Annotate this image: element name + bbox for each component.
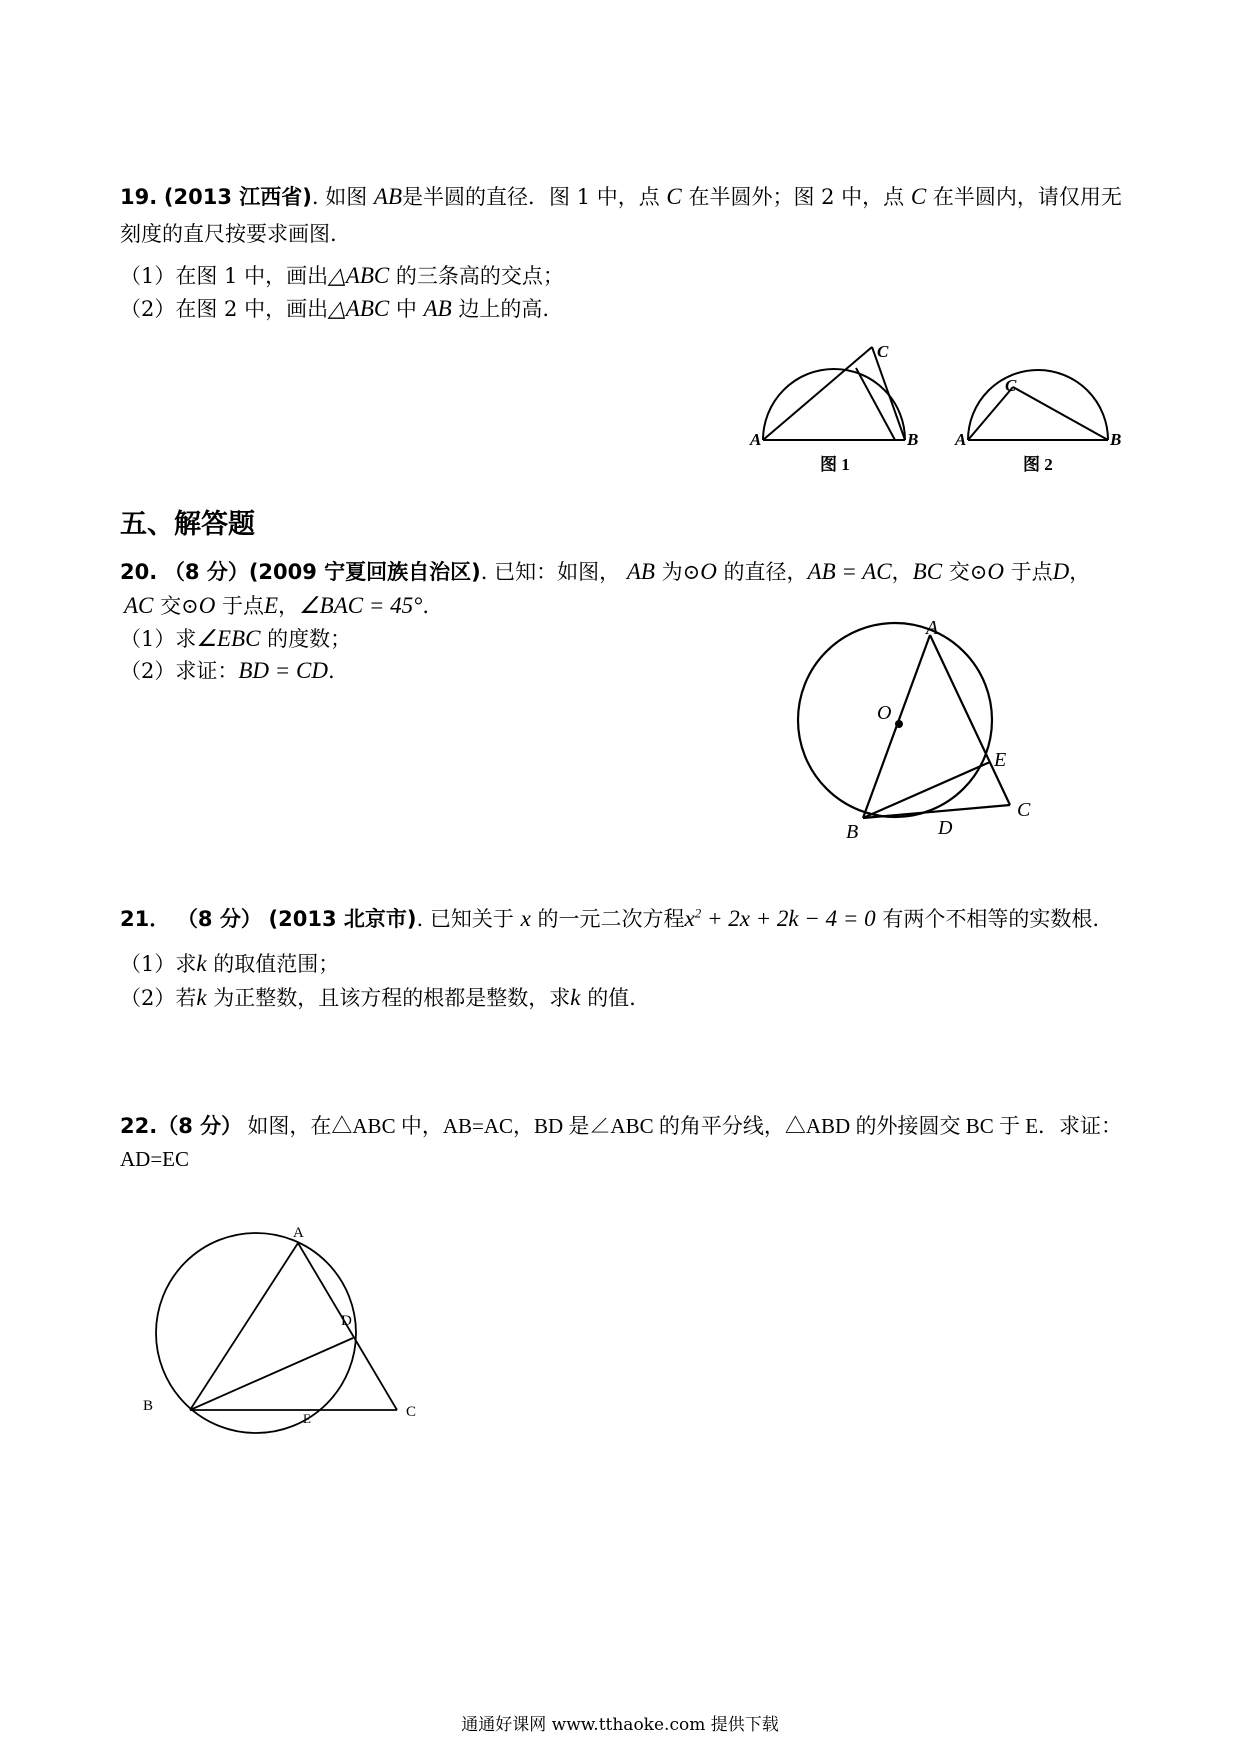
q21-item1: （1）求k 的取值范围； [120,951,340,976]
fig2-caption: 图 2 [1023,455,1053,474]
fig20-label-o: O [877,702,892,724]
fig22-label-e: E [303,1411,311,1426]
q20-line2: AC 交⊙O 于点E，∠BAC = 45°. [124,593,430,618]
fig1-label-b: B [907,430,919,449]
fig20-label-a: A [926,617,939,639]
q20-source: (2009 宁夏回族自治区) [248,560,481,584]
fig1-caption: 图 1 [820,455,850,474]
q19-item2: （2）在图 2 中，画出△ABC 中 AB 边上的高. [120,296,550,321]
fig2-label-b: B [1110,430,1122,449]
segment-ab [190,1243,298,1410]
fig22-label-c: C [406,1404,417,1420]
fig2-label-c: C [1005,376,1017,395]
q21-score: （8 分） [176,907,262,931]
section-title: 五、解答题 [120,509,255,540]
fig1-label-c: C [877,342,889,361]
segment-bd [190,1338,353,1410]
fig1-label-a: A [750,430,762,449]
fig22-label-a: A [293,1225,304,1241]
q21-number: 21． [120,907,171,931]
fig20-label-e: E [994,749,1007,771]
fig20-label-c: C [1017,799,1031,821]
q21-source: (2013 北京市) [268,907,417,931]
fig20-label-d: D [938,817,953,839]
q20-item2: （2）求证：BD = CD. [120,658,335,683]
q20-line1: 20. （8 分）(2009 宁夏回族自治区). 已知：如图， AB 为⊙O 的直径，AB = AC，BC 交⊙O 于点D， [120,559,1091,584]
q19-item1: （1）在图 1 中，画出△ABC 的三条高的交点； [120,263,564,288]
fig22-label-d: D [341,1313,352,1329]
q19-number: 19. [120,185,158,209]
q19-line2: 刻度的直尺按要求画图. [120,222,337,246]
fig22-label-b: B [143,1398,154,1414]
q20-number: 20. [120,560,158,584]
page-footer: 通通好课网 www.tthaoke.com 提供下载 [461,1715,779,1735]
q21-equation: $x^2 + 2x + 2k - 4 = 0$ [684,905,876,931]
q21-line1: 21． （8 分） (2013 北京市). 已知关于 x 的一元二次方程$x^2 + 2x + 2k - 4 = 0$ 有两个不相等的实数根. [120,905,1100,931]
q20-item1: （1）求∠EBC 的度数； [120,626,352,651]
fig2-label-a: A [955,430,967,449]
q21-item2: （2）若k 为正整数，且该方程的根都是整数，求k 的值. [120,985,636,1010]
circumcircle-abd [156,1233,356,1433]
fig20-label-b: B [846,821,859,843]
q22-score: （8 分） [157,1114,243,1138]
q19-source: (2013 江西省) [163,185,312,209]
q20-score: （8 分） [163,560,249,584]
q22-line1: 22.（8 分） 如图，在△ABC 中，AB=AC，BD 是∠ABC 的角平分线，△ABD 的外接圆交 BC 于 E．求证： [120,1114,1123,1138]
q22-line2: AD=EC [120,1147,190,1171]
q22-number: 22. [120,1114,158,1138]
q19-line1: 19. (2013 江西省). 如图 AB是半圆的直径．图 1 中，点 C 在半圆外；图 2 中，点 C 在半圆内，请仅用无 [120,184,1122,209]
